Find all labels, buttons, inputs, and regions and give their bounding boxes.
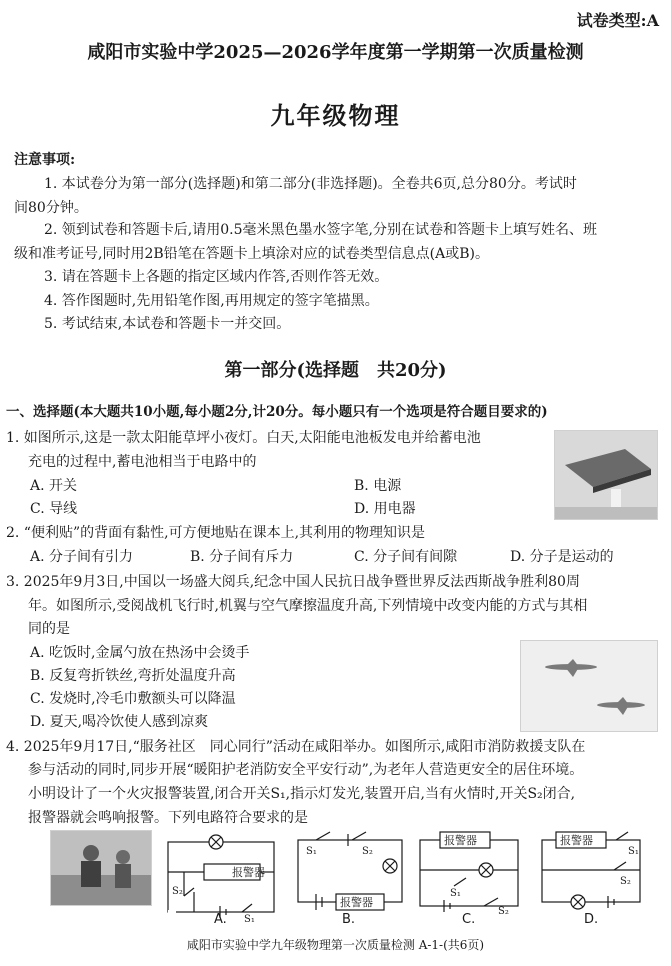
notice-line: 4. 答作图题时,先用铅笔作图,再用规定的签字笔描黑。 [44, 293, 379, 309]
q4-stem: 4. 2025年9月17日,“服务社区 同心同行”活动在咸阳举办。如图所示,咸阳市消防救援支队在 [6, 739, 586, 755]
q3-option-d: D. 夏天,喝冷饮使人感到凉爽 [30, 714, 209, 730]
notice-line: 5. 考试结束,本试卷和答题卡一并交回。 [44, 316, 291, 332]
svg-text:S₁: S₁ [450, 888, 461, 899]
page-footer: 咸阳市实验中学九年级物理第一次质量检测 A-1-(共6页) [186, 938, 485, 952]
svg-text:S₁: S₁ [244, 914, 255, 925]
q3-option-c: C. 发烧时,冷毛巾敷额头可以降温 [30, 691, 236, 707]
alarm-label: 报警器 [232, 866, 265, 879]
svg-text:报警器: 报警器 [444, 834, 477, 847]
svg-text:报警器: 报警器 [340, 896, 373, 909]
q3-stem: 同的是 [28, 621, 70, 637]
q2-option-c: C. 分子间有间隙 [354, 549, 458, 565]
firefighters-photo [50, 830, 152, 906]
subject-title: 九年级物理 [270, 101, 401, 130]
notice-line: 级和准考证号,同时用2B铅笔在答题卡上填涂对应的试卷类型信息点(A或B)。 [14, 246, 489, 262]
school-title: 咸阳市实验中学2025—2026学年度第一学期第一次质量检测 [87, 42, 584, 63]
q1-option-c: C. 导线 [30, 501, 78, 517]
q3-stem: 年。如图所示,受阅战机飞行时,机翼与空气摩擦温度升高,下列情境中改变内能的方式与其相 [28, 598, 588, 614]
q2-option-b: B. 分子间有斥力 [190, 549, 294, 565]
svg-text:报警器: 报警器 [560, 834, 593, 847]
q1-option-b: B. 电源 [354, 478, 402, 494]
option-a-label: A. [214, 912, 227, 927]
fighter-jets-photo [520, 640, 658, 732]
notice-title: 注意事项: [14, 152, 76, 168]
q3-option-b: B. 反复弯折铁丝,弯折处温度升高 [30, 668, 236, 684]
paper-type: 试卷类型:A [576, 11, 659, 30]
section-heading: 一、选择题(本大题共10小题,每小题2分,计20分。每小题只有一个选项是符合题目要求的) [6, 404, 548, 420]
notice-line: 2. 领到试卷和答题卡后,请用0.5毫米黑色墨水签字笔,分别在试卷和答题卡上填写姓名、班 [44, 222, 597, 238]
svg-text:S₁: S₁ [306, 846, 317, 857]
q1-stem: 1. 如图所示,这是一款太阳能草坪小夜灯。白天,太阳能电池板发电并给蓄电池 [6, 430, 481, 446]
option-d-label: D. [584, 912, 599, 927]
q4-stem: 报警器就会鸣响报警。下列电路符合要求的是 [28, 810, 308, 826]
svg-text:S₂: S₂ [172, 886, 183, 897]
q1-option-a: A. 开关 [30, 478, 78, 494]
svg-text:S₂: S₂ [498, 906, 509, 916]
notice-line: 1. 本试卷分为第一部分(选择题)和第二部分(非选择题)。全卷共6页,总分80分。考试时 [44, 176, 577, 192]
circuit-c [414, 826, 524, 916]
svg-text:S₂: S₂ [620, 876, 631, 887]
q2-option-d: D. 分子是运动的 [510, 549, 614, 565]
q3-option-a: A. 吃饭时,金属勺放在热汤中会烫手 [30, 645, 250, 661]
q1-stem: 充电的过程中,蓄电池相当于电路中的 [28, 454, 257, 470]
circuit-b [292, 826, 412, 916]
part1-title: 第一部分(选择题 共20分) [224, 360, 447, 381]
svg-text:S₁: S₁ [628, 846, 639, 857]
q2-stem: 2. “便利贴”的背面有黏性,可方便地贴在课本上,其利用的物理知识是 [6, 525, 426, 541]
circuit-d [536, 826, 646, 916]
q1-option-d: D. 用电器 [354, 501, 416, 517]
q4-stem: 小明设计了一个火灾报警装置,闭合开关S₁,指示灯发光,装置开启,当有火情时,开关S₂闭合, [28, 786, 576, 802]
q4-stem: 参与活动的同时,同步开展“暖阳护老消防安全平安行动”,为老年人营造更安全的居住环境。 [28, 762, 584, 778]
option-c-label: C. [462, 912, 476, 927]
q3-stem: 3. 2025年9月3日,中国以一场盛大阅兵,纪念中国人民抗日战争暨世界反法西斯战争胜利80周 [6, 574, 580, 590]
svg-text:S₂: S₂ [362, 846, 373, 857]
notice-line: 间80分钟。 [14, 200, 88, 216]
option-b-label: B. [342, 912, 356, 927]
solar-lamp-photo [554, 430, 658, 520]
notice-line: 3. 请在答题卡上各题的指定区域内作答,否则作答无效。 [44, 269, 389, 285]
q2-option-a: A. 分子间有引力 [30, 549, 134, 565]
